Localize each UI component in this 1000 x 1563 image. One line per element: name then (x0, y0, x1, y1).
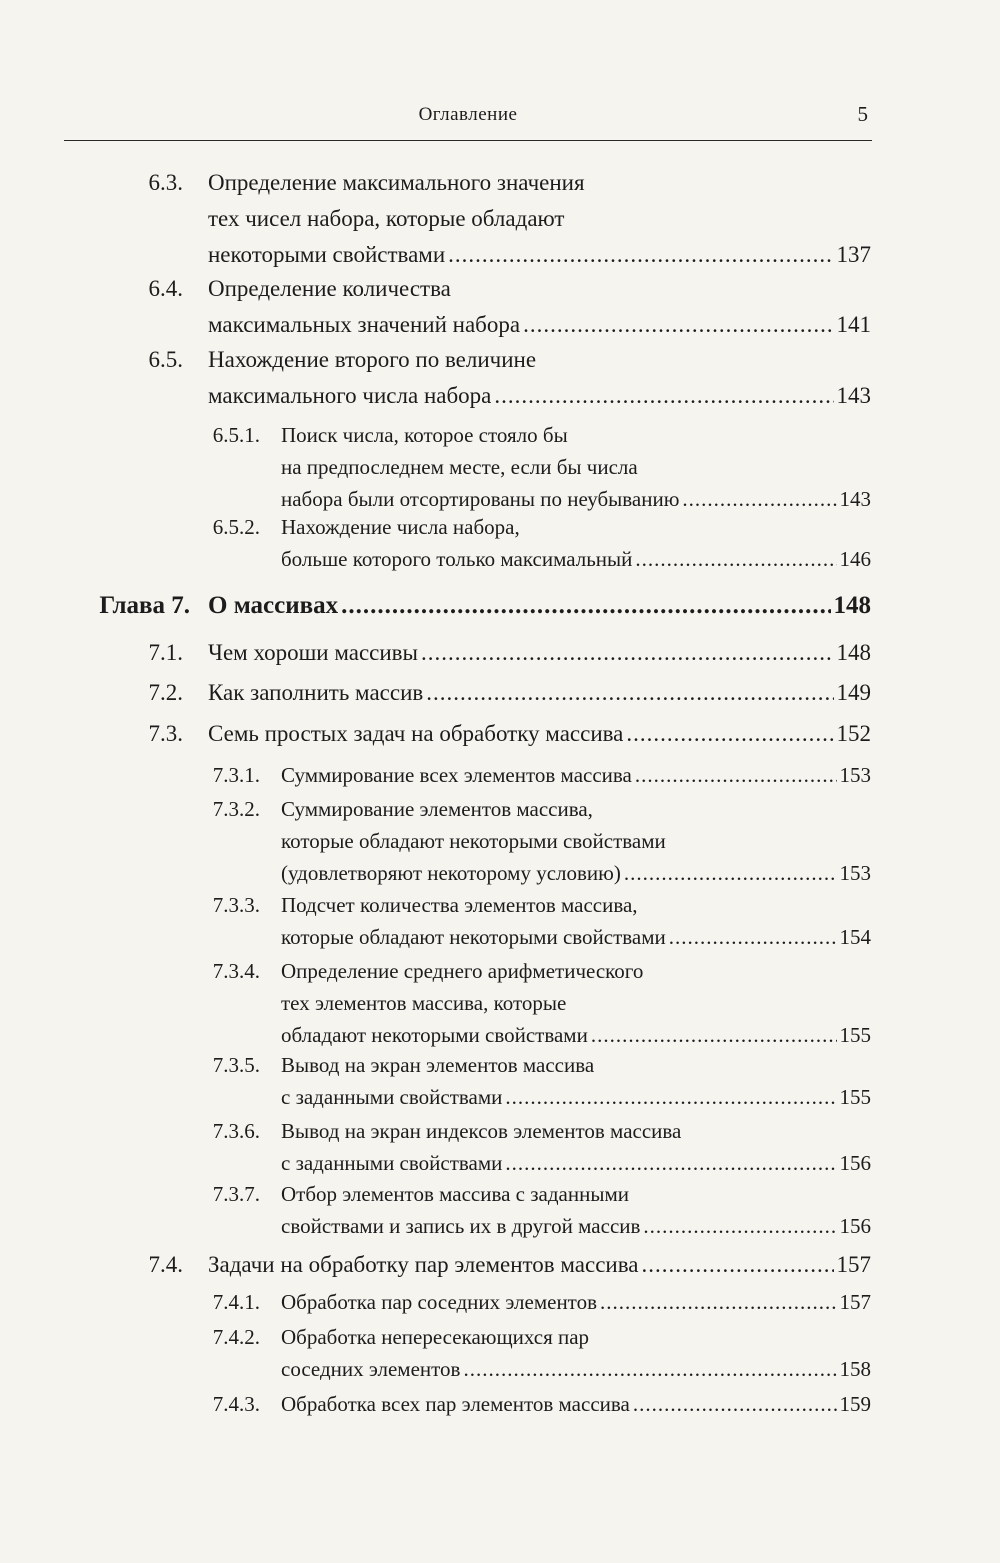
dot-leader (600, 1290, 837, 1315)
toc-entry-title: Как заполнить массив (208, 680, 424, 705)
toc-entry-title: Отбор элементов массива с заданными (281, 1182, 629, 1206)
dot-leader (494, 383, 833, 409)
dot-leader (669, 925, 837, 950)
toc-entry-title: которые обладают некоторыми свойствами (281, 925, 666, 949)
toc-entry-number: 7.3.2. (212, 797, 260, 821)
toc-entry-page: 155 (839, 1085, 871, 1109)
toc-entry-title: Поиск числа, которое стояло бы (281, 423, 568, 447)
toc-entry-page: 148 (833, 592, 871, 619)
toc-entry-page: 157 (836, 1252, 871, 1277)
toc-entry-last-line (281, 861, 871, 886)
toc-entry-last-line (208, 721, 871, 747)
dot-leader (635, 547, 836, 572)
dot-leader (505, 1085, 836, 1110)
dot-leader (626, 721, 833, 747)
dot-leader (523, 312, 833, 338)
dot-leader (591, 1023, 837, 1048)
toc-entry-number: 7.4.2. (212, 1325, 260, 1349)
toc-entry-number: 7.2. (148, 680, 183, 705)
toc-entry-title: больше которого только максимальный (281, 547, 633, 571)
toc-entry-last-line (208, 592, 871, 620)
toc-entry-title: (удовлетворяют некоторому условию) (281, 861, 621, 885)
toc-entry-title: Определение максимального значения (208, 170, 585, 195)
toc-entry-title: на предпоследнем месте, если бы числа (281, 455, 638, 479)
toc-entry-number: 7.3.5. (212, 1053, 260, 1077)
toc-entry-title: тех элементов массива, которые (281, 991, 567, 1015)
toc-entry-last-line (281, 1085, 871, 1110)
toc-entry-title: максимальных значений набора (208, 312, 521, 337)
toc-entry-title: Семь простых задач на обработку массива (208, 721, 624, 746)
dot-leader (682, 487, 836, 512)
toc-entry-page: 156 (839, 1214, 871, 1238)
toc-entry-last-line (281, 763, 871, 788)
toc-entry-title: Суммирование элементов массива, (281, 797, 593, 821)
dot-leader (635, 763, 837, 788)
toc-entry-title: соседних элементов (281, 1357, 461, 1381)
toc-entry-number: 7.3.6. (212, 1119, 260, 1143)
toc-entry-page: 153 (839, 763, 871, 787)
toc-entry-last-line (208, 242, 871, 268)
toc-entry-last-line (281, 1214, 871, 1239)
toc-entry-page: 143 (839, 487, 871, 511)
toc-entry-title: Обработка всех пар элементов массива (281, 1392, 630, 1416)
toc-entry-last-line (281, 1023, 871, 1048)
toc-entry-number: 6.5.1. (212, 423, 260, 447)
toc-entry-number: Глава 7. (99, 592, 190, 619)
dot-leader (463, 1357, 836, 1382)
toc-entry-page: 143 (836, 383, 871, 408)
dot-leader (341, 592, 830, 620)
toc-entry-last-line (208, 383, 871, 409)
toc-entry-last-line (208, 640, 871, 666)
toc-entry-title: Подсчет количества элементов массива, (281, 893, 638, 917)
toc-entry-title: Определение количества (208, 276, 451, 301)
toc-entry-title: с заданными свойствами (281, 1151, 503, 1175)
toc-entry-number: 7.3.3. (212, 893, 260, 917)
toc-entry-last-line (281, 925, 871, 950)
toc-entry-last-line (281, 547, 871, 572)
toc-entry-page: 158 (839, 1357, 871, 1381)
toc-entry-last-line (281, 1392, 871, 1417)
toc-entry-number: 6.5. (148, 347, 183, 372)
toc-entry-page: 156 (839, 1151, 871, 1175)
toc-entry-title: Вывод на экран элементов массива (281, 1053, 595, 1077)
toc-entry-title: тех чисел набора, которые обладают (208, 206, 565, 231)
dot-leader (505, 1151, 836, 1176)
toc-entry-number: 7.3. (148, 721, 183, 746)
dot-leader (633, 1392, 837, 1417)
toc-entry-number: 6.4. (148, 276, 183, 301)
toc-entry-title: Задачи на обработку пар элементов массива (208, 1252, 639, 1277)
toc-entry-page: 141 (836, 312, 871, 337)
toc-entry-number: 6.5.2. (212, 515, 260, 539)
toc-entry-last-line (208, 680, 871, 706)
toc-entry-last-line (281, 487, 871, 512)
toc-entry-last-line (281, 1290, 871, 1315)
dot-leader (448, 242, 833, 268)
toc-entry-title: обладают некоторыми свойствами (281, 1023, 588, 1047)
header-page-number: 5 (857, 102, 868, 126)
toc-entry-last-line (281, 1151, 871, 1176)
toc-entry-title: О массивах (208, 592, 339, 619)
dot-leader (426, 680, 833, 706)
toc-entry-title: с заданными свойствами (281, 1085, 503, 1109)
toc-entry-number: 7.4. (148, 1252, 183, 1277)
toc-entry-page: 149 (836, 680, 871, 705)
toc-entry-page: 155 (839, 1023, 871, 1047)
toc-entry-title: Обработка пар соседних элементов (281, 1290, 597, 1314)
running-header (64, 100, 872, 141)
toc-entry-title: которые обладают некоторыми свойствами (281, 829, 666, 853)
toc-entry-number: 7.3.1. (212, 763, 260, 787)
toc-entry-last-line (208, 1252, 871, 1278)
toc-entry-number: 7.4.1. (212, 1290, 260, 1314)
toc-entry-title: Суммирование всех элементов массива (281, 763, 632, 787)
toc-entry-number: 7.3.4. (212, 959, 260, 983)
toc-entry-number: 7.3.7. (212, 1182, 260, 1206)
toc-entry-number: 7.1. (148, 640, 183, 665)
toc-entry-title: некоторыми свойствами (208, 242, 446, 267)
toc-entry-page: 148 (836, 640, 871, 665)
dot-leader (642, 1252, 834, 1278)
toc-entry-title: Нахождение числа набора, (281, 515, 520, 539)
toc-entry-page: 157 (839, 1290, 871, 1314)
header-title: Оглавление (418, 104, 518, 125)
toc-entry-page: 146 (839, 547, 871, 571)
toc-entry-title: максимального числа набора (208, 383, 492, 408)
dot-leader (624, 861, 837, 886)
toc-entry-title: набора были отсортированы по неубыванию (281, 487, 680, 511)
dot-leader (643, 1214, 836, 1239)
toc-entry-number: 6.3. (148, 170, 183, 195)
toc-entry-title: Обработка непересекающихся пар (281, 1325, 590, 1349)
toc-entry-page: 154 (839, 925, 871, 949)
toc-entry-page: 153 (839, 861, 871, 885)
toc-entry-last-line (281, 1357, 871, 1382)
toc-entry-last-line (208, 312, 871, 338)
toc-entry-page: 137 (836, 242, 871, 267)
dot-leader (421, 640, 834, 666)
toc-entry-page: 159 (839, 1392, 871, 1416)
toc-entry-title: Определение среднего арифметического (281, 959, 644, 983)
toc-entry-title: Чем хороши массивы (208, 640, 418, 665)
toc-entry-page: 152 (836, 721, 871, 746)
toc-entry-title: Вывод на экран индексов элементов массива (281, 1119, 682, 1143)
toc-entry-title: свойствами и запись их в другой массив (281, 1214, 641, 1238)
toc-entry-title: Нахождение второго по величине (208, 347, 537, 372)
toc-entry-number: 7.4.3. (212, 1392, 260, 1416)
